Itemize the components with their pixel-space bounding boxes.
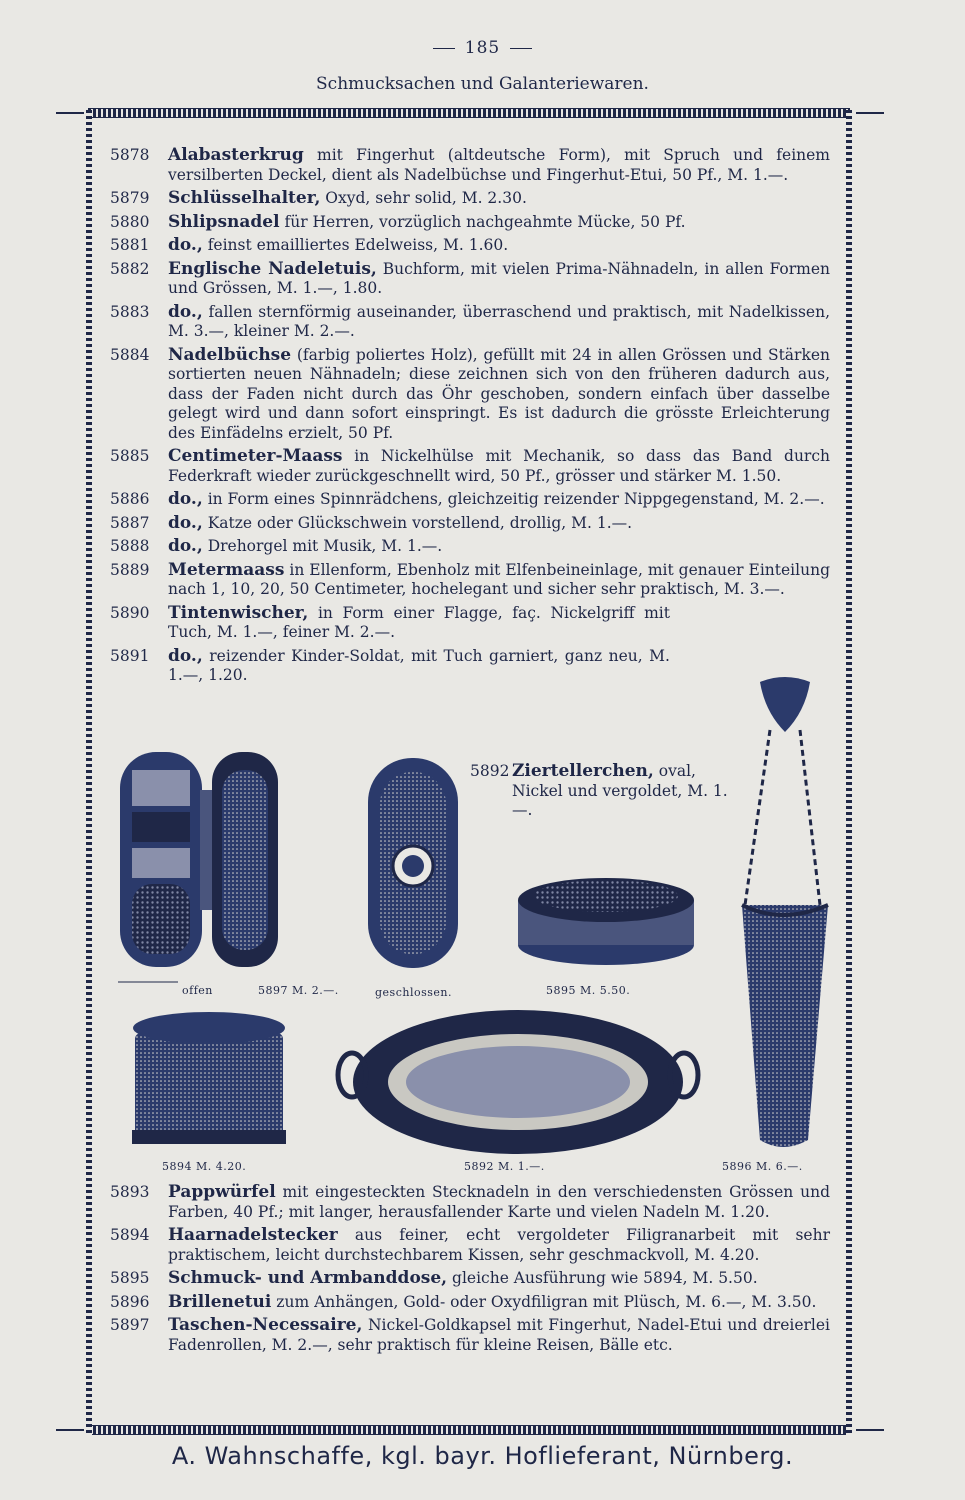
running-title: Schmucksachen und Galanteriewaren. bbox=[316, 74, 649, 94]
entry-5888: 5888 do., Drehorgel mit Musik, M. 1.—. bbox=[110, 536, 443, 556]
caption-5896: 5896 M. 6.—. bbox=[722, 1160, 803, 1173]
entry-5880: 5880 Shlipsnadel für Herren, vorzüglich nachgeahmte Mücke, 50 Pf. bbox=[110, 211, 686, 232]
frame-ornament-left-top bbox=[56, 112, 84, 114]
entry-list-lower bbox=[110, 1183, 830, 1359]
entry-5892: 5892 Ziertellerchen, oval, Nickel und vergoldet, M. 1.—. bbox=[470, 761, 728, 819]
entry-5887: 5887 do., Katze oder Glückschwein vorstellend, drollig, M. 1.—. bbox=[110, 512, 633, 533]
jewelry-box-illustration bbox=[518, 878, 694, 965]
frame-ornament-right-bottom bbox=[856, 1429, 884, 1431]
entry-5884: 5884 Nadelbüchse (farbig poliertes Holz), gefüllt mit 24 in allen Grössen und Stärken sortierten neuen Nähnadeln; diese zeichnen sich von den früheren dadurch aus, dass der Faden nicht durch das Öhr geschoben, sondern einfach über dasselbe gelegt wird und dann sofort einspringt. Es ist dadurch die grösste Erleichterung des Einfädelns erzielt, 50 Pf. bbox=[110, 344, 830, 442]
entry-list-upper bbox=[110, 146, 830, 690]
entry-5886: 5886 do., in Form eines Spinnrädchens, gleichzeitig reizender Nippgegenstand, M. 2.—. bbox=[110, 489, 825, 509]
entry-5882: 5882 Englische Nadeletuis, Buchform, mit vielen Prima-Nähnadeln, in allen Formen und Grössen, M. 1.—, 1.80. bbox=[110, 258, 830, 297]
entry-5891: 5891 do., reizender Kinder-Soldat, mit Tuch garniert, ganz neu, M. 1.—, 1.20. bbox=[110, 645, 670, 684]
entry-5883: 5883 do., fallen sternförmig auseinander, überraschend und praktisch, mit Nadelkissen, M. 3.—, kleiner M. 2.—. bbox=[110, 301, 830, 340]
entry-5885: 5885 Centimeter-Maass in Nickelhülse mit Mechanik, so dass das Band durch Federkraft wieder zurückgeschnellt wird, 50 Pf., grösser und stärker M. 1.50. bbox=[110, 446, 830, 485]
caption-closed: geschlossen. bbox=[375, 986, 452, 999]
entry-5893: 5893 Pappwürfel mit eingesteckten Stecknadeln in den verschiedensten Grössen und Farben, 40 Pf.; mit langer, herausfallender Karte und vielen Nadeln M. 1.20. bbox=[110, 1182, 830, 1221]
necessaire-closed-illustration bbox=[368, 758, 458, 968]
entry-5897: 5897 Taschen-Necessaire, Nickel-Goldkapsel mit Fingerhut, Nadel-Etui und dreierlei Fadenrollen, M. 2.—, sehr praktisch für kleine Reisen, Bälle etc. bbox=[110, 1315, 830, 1354]
entry-5889: 5889 Metermaass in Ellenform, Ebenholz mit Elfenbeineinlage, mit genauer Einteilung nach 1, 10, 20, 50 Centimeter, hochelegant und sicher sehr praktisch, M. 3.—. bbox=[110, 559, 830, 598]
entry-5881: 5881 do., feinst emailliertes Edelweiss, M. 1.60. bbox=[110, 235, 509, 255]
caption-5897: 5897 M. 2.—. bbox=[258, 984, 339, 997]
spectacle-case-illustration bbox=[742, 677, 828, 1147]
entry-5878: 5878 Alabasterkrug mit Fingerhut (altdeutsche Form), mit Spruch und feinem versilberten Deckel, dient als Nadelbüchse und Fingerhut-Etui, 50 Pf., M. 1.—. bbox=[110, 145, 830, 184]
frame-ornament-left-bottom bbox=[56, 1429, 84, 1431]
frame-bottom-border bbox=[88, 1425, 850, 1435]
publisher-footer: A. Wahnschaffe, kgl. bayr. Hoflieferant, Nürnberg. bbox=[171, 1442, 794, 1470]
frame-right-border bbox=[846, 110, 852, 1435]
page-number: 185 bbox=[0, 38, 965, 58]
frame-ornament-right-top bbox=[856, 112, 884, 114]
entry-5879: 5879 Schlüsselhalter, Oxyd, sehr solid, M. 2.30. bbox=[110, 188, 527, 208]
caption-5895: 5895 M. 5.50. bbox=[546, 984, 631, 997]
entry-5894: 5894 Haarnadelstecker aus feiner, echt vergoldeter Filigranarbeit mit sehr praktischem, leicht durchstechbarem Kissen, sehr geschmackvoll, M. 4.20. bbox=[110, 1225, 830, 1264]
necessaire-open-illustration bbox=[120, 752, 278, 967]
hairpin-box-illustration bbox=[132, 1012, 286, 1144]
entry-5890: 5890 Tintenwischer, in Form einer Flagge, faç. Nickelgriff mit Tuch, M. 1.—, feiner M. 2.—. bbox=[110, 602, 670, 641]
caption-5892: 5892 M. 1.—. bbox=[464, 1160, 545, 1173]
frame-top-border bbox=[88, 108, 850, 118]
caption-5894: 5894 M. 4.20. bbox=[162, 1160, 247, 1173]
entry-5895: 5895 Schmuck- und Armbanddose, gleiche Ausführung wie 5894, M. 5.50. bbox=[110, 1268, 758, 1288]
oval-tray-illustration bbox=[338, 1010, 698, 1154]
caption-open: offen bbox=[182, 984, 213, 997]
frame-left-border bbox=[86, 110, 92, 1435]
entry-5896: 5896 Brillenetui zum Anhängen, Gold- oder Oxydfiligran mit Plüsch, M. 6.—, M. 3.50. bbox=[110, 1291, 817, 1312]
